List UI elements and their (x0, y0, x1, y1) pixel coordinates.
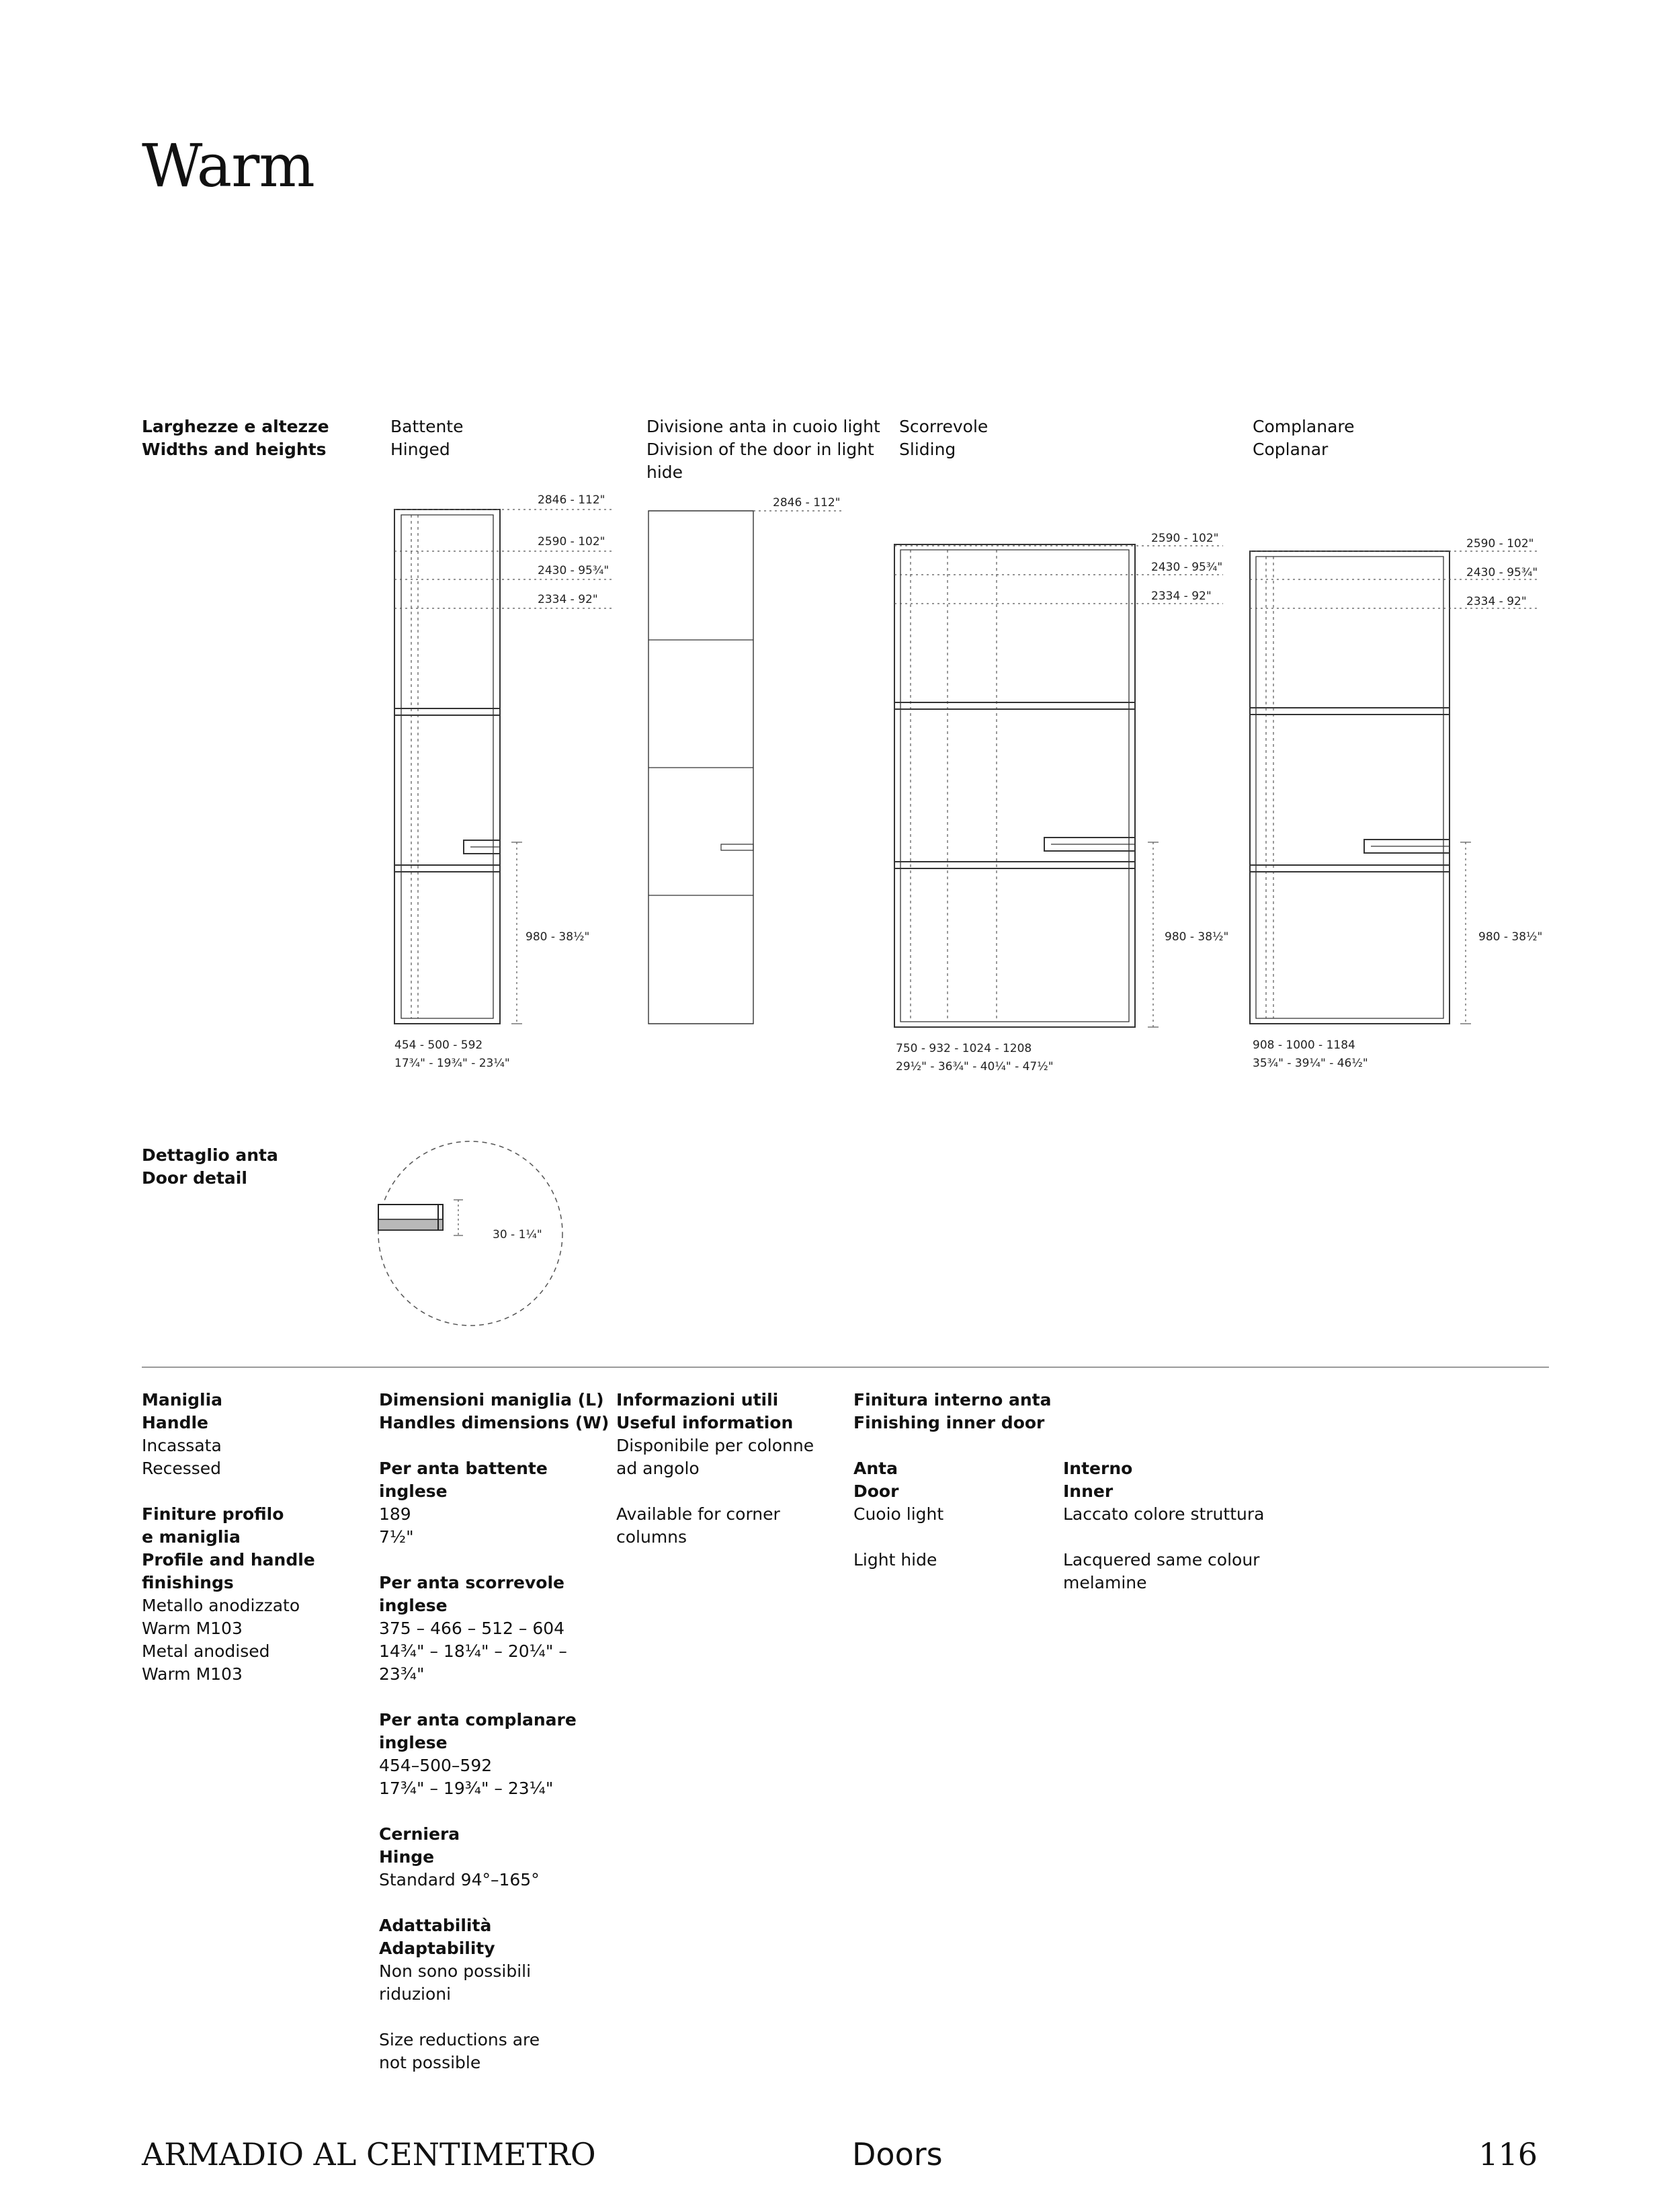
hinged-widths-mm: 454 - 500 - 592 (394, 1039, 483, 1052)
sliding-dims-value-2: 14¾" – 18¼" – 20¼" – (379, 1641, 567, 1661)
hinged-dims-heading-1: Per anta battente (379, 1459, 548, 1478)
division-door-drawing (648, 511, 753, 1024)
footer-section: Doors (852, 2136, 943, 2172)
variant-hinged-name-en: Hinged (390, 440, 450, 459)
handle-dims-heading-en: Handles dimensions (W) (379, 1413, 610, 1432)
variant-division-name-en-2: hide (646, 462, 683, 482)
spec-col-useful (616, 1389, 814, 1549)
coplanar-dims-heading-2: inglese (379, 1733, 448, 1752)
useful-value-4: columns (616, 1527, 687, 1547)
coplanar-dims-value-1: 454–500–592 (379, 1756, 493, 1775)
useful-heading-it: Informazioni utili (616, 1390, 779, 1410)
inner-value-it: Laccato colore struttura (1063, 1504, 1265, 1524)
finishes-heading-1: Finiture profilo (142, 1504, 284, 1524)
finishing-inner-heading-en: Finishing inner door (853, 1413, 1045, 1432)
variant-division-name-it: Divisione anta in cuoio light (646, 417, 880, 436)
door-value-it: Cuoio light (853, 1504, 944, 1524)
handle-dims-heading-it: Dimensioni maniglia (L) (379, 1390, 604, 1410)
inner-value-en-1: Lacquered same colour (1063, 1550, 1260, 1570)
sliding-dims-value-3: 23¾" (379, 1664, 425, 1684)
spec-col-handle (142, 1389, 315, 1686)
handle-heading-en: Handle (142, 1413, 209, 1432)
hinged-handle-height: 980 - 38½" (526, 930, 590, 944)
coplanar-dims-value-2: 17¾" – 19¾" – 23¼" (379, 1779, 554, 1798)
coplanar-handle-height: 980 - 38½" (1478, 930, 1543, 944)
finishes-heading-4: finishings (142, 1573, 234, 1592)
adaptability-heading-en: Adaptability (379, 1939, 495, 1958)
sliding-widths-in: 29½" - 36¾" - 40¼" - 47½" (896, 1060, 1054, 1073)
hinged-dims-value-1: 189 (379, 1504, 411, 1524)
sliding-height-3: 2334 - 92" (1151, 589, 1212, 603)
hinged-height-3: 2430 - 95¾" (538, 564, 610, 577)
sliding-dims-value-1: 375 – 466 – 512 – 604 (379, 1619, 565, 1638)
useful-value-1: Disponibile per colonne (616, 1436, 814, 1455)
door-heading-en: Door (853, 1481, 899, 1501)
finishes-value-4: Warm M103 (142, 1664, 243, 1684)
spec-col-finishing-door (853, 1389, 1051, 1572)
hinged-widths-in: 17¾" - 19¾" - 23¼" (394, 1057, 510, 1070)
sliding-door-drawing (894, 544, 1135, 1027)
door-heading-it: Anta (853, 1459, 898, 1478)
hinge-heading-en: Hinge (379, 1847, 435, 1867)
useful-value-3: Available for corner (616, 1504, 780, 1524)
useful-heading-en: Useful information (616, 1413, 794, 1432)
finishes-value-2: Warm M103 (142, 1619, 243, 1638)
useful-value-2: ad angolo (616, 1459, 700, 1478)
adaptability-value-1: Non sono possibili (379, 1961, 532, 1981)
widths-heights-label-en: Widths and heights (142, 440, 327, 459)
sliding-handle-height: 980 - 38½" (1165, 930, 1229, 944)
sliding-dims-heading-1: Per anta scorrevole (379, 1573, 564, 1592)
variant-coplanar-name-en: Coplanar (1253, 440, 1329, 459)
door-value-en: Light hide (853, 1550, 937, 1570)
variant-sliding-name-it: Scorrevole (899, 417, 989, 436)
sliding-widths-mm: 750 - 932 - 1024 - 1208 (896, 1042, 1032, 1055)
spec-col-handle-dims (379, 1389, 609, 2074)
adaptability-heading-it: Adattabilità (379, 1916, 492, 1935)
hinge-heading-it: Cerniera (379, 1824, 460, 1844)
hinge-value: Standard 94°–165° (379, 1870, 540, 1889)
hinged-height-2: 2590 - 102" (538, 535, 605, 548)
coplanar-height-2: 2430 - 95¾" (1466, 566, 1538, 579)
variant-hinged-name-it: Battente (390, 417, 464, 436)
page-title: Warm (142, 131, 314, 200)
sliding-height-2: 2430 - 95¾" (1151, 561, 1223, 574)
spec-col-finishing-inner (1063, 1457, 1264, 1594)
adaptability-value-2: riduzioni (379, 1984, 452, 2004)
hinged-door-drawing (394, 510, 500, 1024)
finishes-heading-2: e maniglia (142, 1527, 241, 1547)
inner-value-en-2: melamine (1063, 1573, 1147, 1592)
finishes-value-3: Metal anodised (142, 1641, 270, 1661)
variant-sliding-name-en: Sliding (899, 440, 956, 459)
door-detail-thickness: 30 - 1¼" (493, 1228, 542, 1242)
variant-coplanar-name-it: Complanare (1253, 417, 1355, 436)
widths-heights-label-it: Larghezze e altezze (142, 417, 329, 436)
handle-value-en: Recessed (142, 1459, 222, 1478)
coplanar-widths-in: 35¾" - 39¼" - 46½" (1253, 1057, 1368, 1070)
door-detail-label-en: Door detail (142, 1168, 247, 1188)
section-divider (142, 1367, 1549, 1368)
sliding-dims-heading-2: inglese (379, 1596, 448, 1615)
division-height-1: 2846 - 112" (773, 496, 841, 510)
coplanar-door-drawing (1250, 551, 1450, 1024)
adaptability-value-3: Size reductions are (379, 2030, 540, 2049)
finishing-inner-heading-it: Finitura interno anta (853, 1390, 1052, 1410)
coplanar-height-1: 2590 - 102" (1466, 537, 1534, 551)
door-detail-label-it: Dettaglio anta (142, 1145, 278, 1165)
footer-brand: ARMADIO AL CENTIMETRO (142, 2136, 596, 2172)
hinged-dims-value-2: 7½" (379, 1527, 414, 1547)
finishes-heading-3: Profile and handle (142, 1550, 315, 1570)
finishes-value-1: Metallo anodizzato (142, 1596, 300, 1615)
sliding-height-1: 2590 - 102" (1151, 532, 1219, 545)
hinged-height-4: 2334 - 92" (538, 593, 598, 606)
handle-value-it: Incassata (142, 1436, 222, 1455)
coplanar-height-3: 2334 - 92" (1466, 595, 1527, 608)
hinged-dims-heading-2: inglese (379, 1481, 448, 1501)
inner-heading-en: Inner (1063, 1481, 1114, 1501)
hinged-height-1: 2846 - 112" (538, 493, 605, 507)
coplanar-dims-heading-1: Per anta complanare (379, 1710, 577, 1729)
inner-heading-it: Interno (1063, 1459, 1133, 1478)
handle-heading-it: Maniglia (142, 1390, 223, 1410)
variant-division-name-en: Division of the door in light (646, 440, 874, 459)
footer-page-number: 116 (1478, 2136, 1538, 2172)
coplanar-widths-mm: 908 - 1000 - 1184 (1253, 1039, 1355, 1052)
adaptability-value-4: not possible (379, 2053, 481, 2072)
